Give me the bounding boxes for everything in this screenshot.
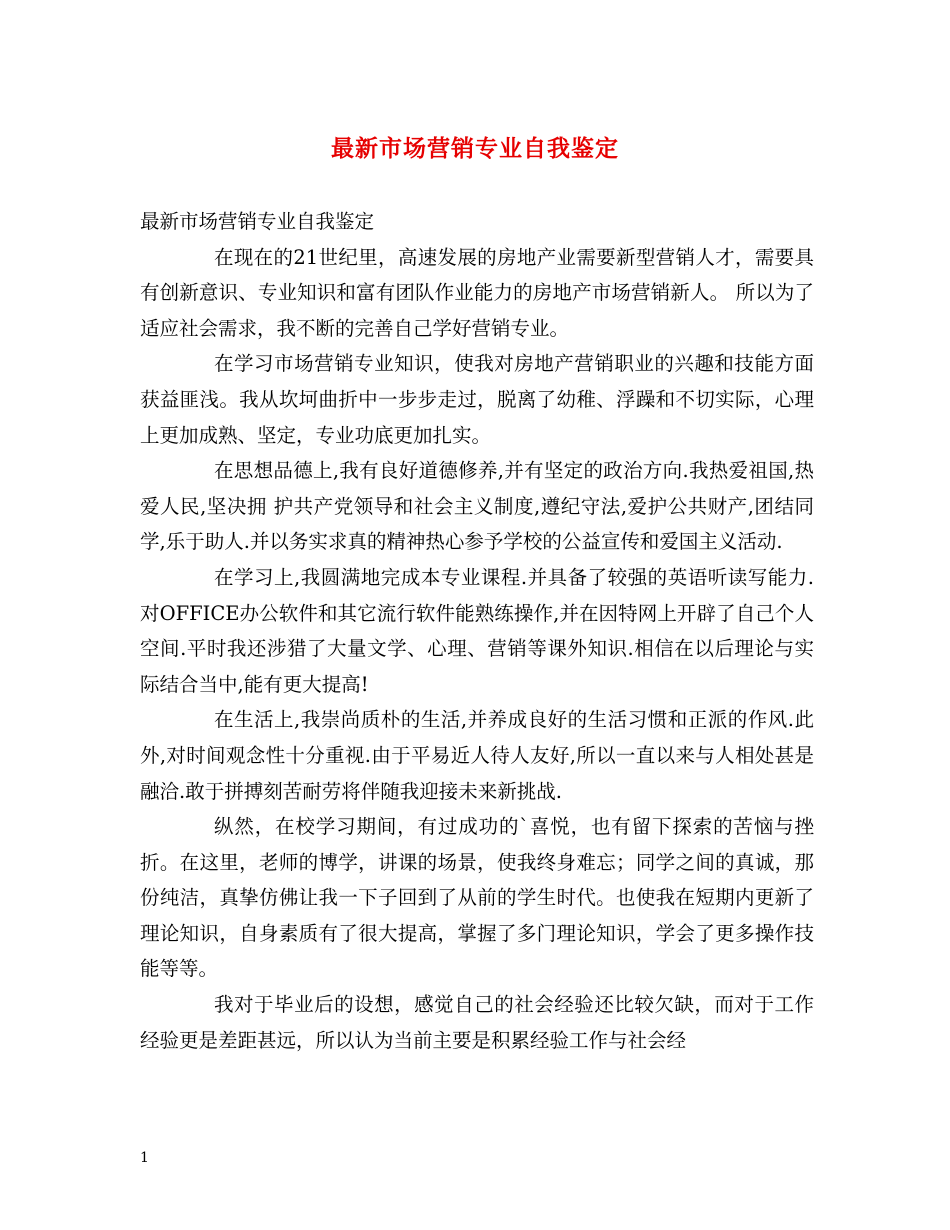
paragraph-2: 在学习市场营销专业知识，使我对房地产营销职业的兴趣和技能方面获益匪浅。我从坎坷曲折中一步步走过，脱离了幼稚、浮躁和不切实际，心理上更加成熟、坚定，专业功底更加扎实。 (140, 352, 814, 447)
paragraph-5: 在生活上,我崇尚质朴的生活,并养成良好的生活习惯和正派的作风.此外,对时间观念性十分重视.由于平易近人待人友好,所以一直以来与人相处甚是融洽.敢于拼搏刻苦耐劳将伴随我迎接未来新挑战. (140, 708, 814, 803)
document-subtitle: 最新市场营销专业自我鉴定 (140, 210, 375, 233)
document-body (140, 204, 814, 1058)
paragraph-1: 在现在的21世纪里，高速发展的房地产业需要新型营销人才，需要具有创新意识、专业知识和富有团队作业能力的房地产市场营销新人。 所以为了适应社会需求，我不断的完善自己学好营销专业。 (140, 245, 814, 340)
document-title: 最新市场营销专业自我鉴定 (331, 135, 619, 162)
paragraph-3: 在思想品德上,我有良好道德修养,并有坚定的政治方向.我热爱祖国,热爱人民,坚决拥 护共产党领导和社会主义制度,遵纪守法,爱护公共财产,团结同学,乐于助人.并以务实求真的精神热心参予学校的公益宣传和爱国主义活动. (140, 459, 814, 554)
page-number: 1 (140, 1150, 149, 1166)
paragraph-6: 纵然，在校学习期间，有过成功的`喜悦，也有留下探索的苦恼与挫折。在这里，老师的博学，讲课的场景，使我终身难忘；同学之间的真诚，那份纯洁，真挚仿佛让我一下子回到了从前的学生时代。也使我在短期内更新了理论知识，自身素质有了很大提高，掌握了多门理论知识，学会了更多操作技能等等。 (140, 815, 814, 981)
paragraph-7: 我对于毕业后的设想，感觉自己的社会经验还比较欠缺，而对于工作经验更是差距甚远，所以认为当前主要是积累经验工作与社会经 (140, 993, 814, 1052)
paragraph-4: 在学习上,我圆满地完成本专业课程.并具备了较强的英语听读写能力.对OFFICE办公软件和其它流行软件能熟练操作,并在因特网上开辟了自己个人空间.平时我还涉猎了大量文学、心理、营销等课外知识.相信在以后理论与实际结合当中,能有更大提高! (140, 565, 814, 696)
